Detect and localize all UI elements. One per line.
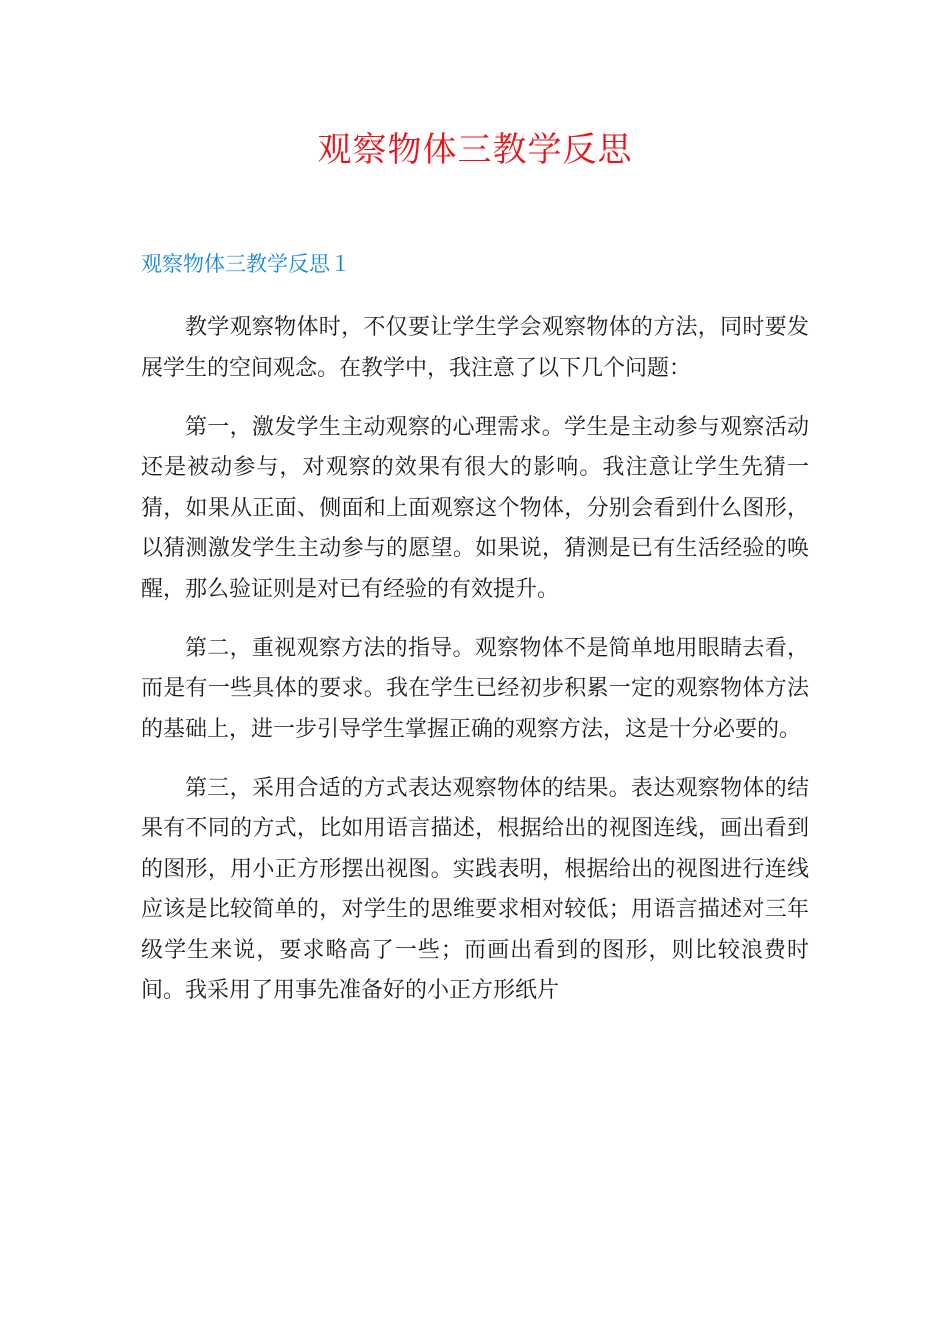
paragraph-third-point: 第三，采用合适的方式表达观察物体的结果。表达观察物体的结果有不同的方式，比如用语言描述，根据给出的视图连线，画出看到的图形，用小正方形摆出视图。实践表明，根据给出的视图进行连线应该是比较简单的，对学生的思维要求相对较低；用语言描述对三年级学生来说，要求略高了一些；而画出看到的图形，则比较浪费时间。我采用了用事先准备好的小正方形纸片 bbox=[141, 775, 809, 1003]
document-title: 观察物体三教学反思 bbox=[317, 130, 633, 170]
document-body bbox=[141, 308, 809, 1030]
section-heading: 观察物体三教学反思１ bbox=[141, 252, 351, 276]
paragraph-first-point: 第一，激发学生主动观察的心理需求。学生是主动参与观察活动还是被动参与，对观察的效果有很大的影响。我注意让学生先猜一猜，如果从正面、侧面和上面观察这个物体，分别会看到什么图形，以猜测激发学生主动参与的愿望。如果说，猜测是已有生活经验的唤醒，那么验证则是对已有经验的有效提升。 bbox=[141, 414, 809, 602]
paragraph-second-point: 第二，重视观察方法的指导。观察物体不是简单地用眼睛去看，而是有一些具体的要求。我在学生已经初步积累一定的观察物体方法的基础上，进一步引导学生掌握正确的观察方法，这是十分必要的。 bbox=[141, 635, 809, 742]
paragraph-intro: 教学观察物体时，不仅要让学生学会观察物体的方法，同时要发展学生的空间观念。在教学中，我注意了以下几个问题： bbox=[141, 315, 809, 381]
